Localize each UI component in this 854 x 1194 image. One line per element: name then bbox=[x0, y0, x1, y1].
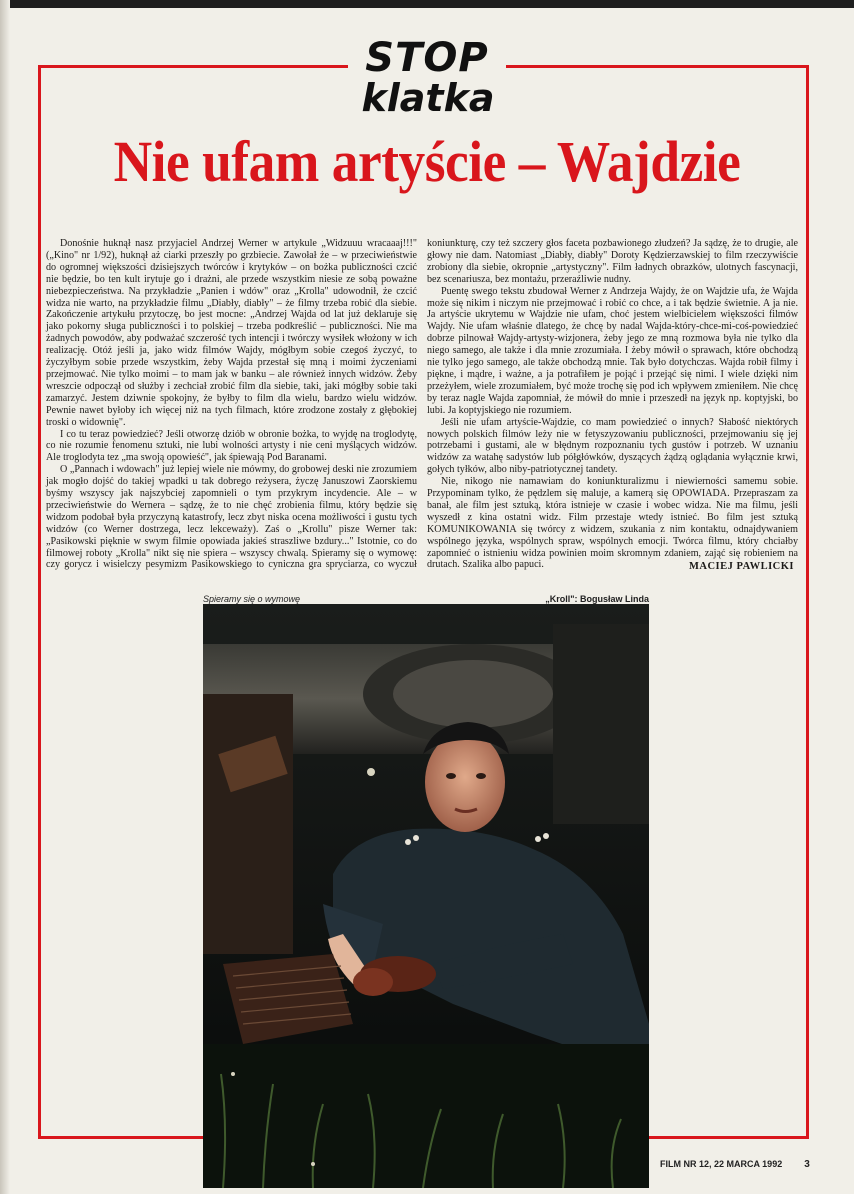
article-paragraph: Jeśli nie ufam artyście-Wajdzie, co mam powiedzieć o innych? Słabość niektórych nowych polskich filmów leży nie w fetyszyzowaniu publiczności, przejmowaniu się jej potrzebami i gustami, ale w błędnym rozpoznaniu tych gustów i potrzeb. W uznaniu widzów za watahę sadystów lub półgłówków, dyszących żądzą oglądania wyłącznie krwi, gołych tyłków, albo niby-patriotycznej tandety. bbox=[427, 416, 798, 476]
film-still-illustration bbox=[203, 604, 649, 1188]
page-footer bbox=[660, 1159, 810, 1170]
article-body bbox=[46, 238, 798, 576]
article-paragraph: Puentę swego tekstu zbudował Werner z Andrzeja Wajdy, że on Wajdzie ufa, że Wajda może się nikim i niczym nie przejmować i robić co chce, a i tak będzie świetnie. A ja nie. Ja artyście ukrytemu w Wajdzie nie ufam, choć jestem wielbicielem większości filmów Wajdy. Nie ufam właśnie dlatego, że chcę by nadal Wajda-który-chce-mi-coś-powiedzieć dobrze pilnował Wajdy-artysty-wizjonera, żeby jego ze mną rozmowa była nie tylko dla niego samego, ale także i dla mnie zrozumiała. I żeby mówił o sprawach, które obchodzą nie tylko jego samego, ale także obchodzą mnie. Tak było dotychczas. Wajda robił filmy i piękne, i mądre, i ważne, a ja potrafiłem je pojąć i przejąć się nimi. I wiele dzięki nim przeżyłem, wiele zrozumiałem, być może trochę się pod ich wpływem zmieniłem. Nie chcę by teraz nagle Wajda zapomniał, że mówił do mnie i przeszedł na język np. koptyjski, bo lubi. Ja koptyjskiego nie rozumiem. bbox=[427, 285, 798, 416]
film-still-photo bbox=[203, 604, 649, 1188]
article-paragraph: I co tu teraz powiedzieć? Jeśli otworzę dziób w obronie bożka, to wyjdę na troglodytę, co nie rozumie fenomenu sztuki, nie lubi wolności artysty i nie ceni myślących widzów. Ale troglodyta tez „ma swoją opowieść", jak śpiewają Pod Baranami. bbox=[46, 428, 417, 464]
binding-shadow bbox=[0, 0, 10, 1194]
section-logo-klatka: klatka bbox=[361, 76, 495, 120]
page-number: 3 bbox=[804, 1159, 810, 1170]
article-paragraph: Donośnie huknął nasz przyjaciel Andrzej Werner w artykule „Widzuuu wracaaaj!!!" („Kino" nr 1/92), huknął aż ciarki przeszły po grzbiecie. Zawołał że – w przeciwieństwie do ogromnej większości dzisiejszych twórców i krytyków – on bożka publiczności czcić nie będzie, bo ten kult irytuje go i drażni, ale przede wszystkim niesie ze sobą poważne niebezpieczeństwa. Na przykładzie „Panien i wdów" oraz „Krolla" udowodnił, że czcić widza nie warto, na przykładzie filmu „Diabły, diabły" – że filmy trzeba robić dla siebie. Zakończenie artykułu przytoczę, bo jest mocne: „Andrzej Wajda od lat już deklaruje się jako pokorny sługa publiczności i to polskiej – trzeba podkreślić – publiczności. Nie ma żadnych powodów, aby podważać szczerość tych intencji i twórczy wysiłek włożony w ich realizację. Otóż jeśli ja, jako widz filmów Wajdy, mógłbym sobie czegoś życzyć, to życzyłbym sobie przede wszystkim, żeby Wajda przestał się mną i moimi życzeniami przejmować. Nie tylko moimi – to mam jak w banku – ale również innych widzów. Żeby wreszcie odpoczął od służby i zechciał zrobić film dla siebie, taki, jaki mógłby sobie taki zamarzyć. Jestem dziwnie spokojny, że byłby to film dla wielu, bardzo wielu widzów. Pewnie nawet byłoby ich więcej niż na tych filmach, które zrodzone zostały z głębokiej troski o widownię". bbox=[46, 238, 417, 428]
issue-label: FILM NR 12, 22 MARCA 1992 bbox=[660, 1159, 783, 1169]
section-logo-stop: STOP bbox=[365, 35, 489, 81]
article-paragraph: O „Pannach i wdowach" już lepiej wiele nie mówmy, do grobowej deski nie zrozumiem jak mogło dojść do takiej wpadki u tak dobrego reżysera, życzę Januszowi Zaorskiemu byśmy wszyscy jak najszybciej zapomnieli o tym przykrym incydencie. Ale – w przeciwieństwie do Wernera – sądzę, że to nie chęć zrobienia filmu, który będzie się widzom podobał była przyczyną katastrofy, lecz zbyt niska ocena możliwości i gustu tych widzów (co Werner dostrzega, lecz lekceważy). Zaś o „Krollu" pisze Werner tak: „Pasikowski pięknie w swym filmie opowiada jakieś straszliwe bzdury..." Istotnie, co do filmowej roboty „Krolla" nikt się nie spiera – wszyscy chwalą. Spieramy się o wymowę: czy gorycz i wisielczy pesymizm Pasikowskiego to cyniczna gra spryciarza, co wyczuł koniunkturę, czy też szczery głos faceta pozbawionego złudzeń? Ja sądzę, że to drugie, ale głowy nie dam. Natomiast „Diabły, diabły" Doroty Kędzierzawskiej to film rzeczywiście zrobiony dla siebie, okropnie „artystyczny". Film ładnych obrazków, ulotnych fascynacji, bez scenariusza, bez montażu, przeraźliwie nudny. bbox=[46, 238, 798, 571]
article-headline: Nie ufam artyście – Wajdzie bbox=[113, 129, 741, 194]
author-byline: MACIEJ PAWLICKI bbox=[688, 561, 794, 572]
article-paragraph: Nie, nikogo nie namawiam do koniunkturalizmu i niewierności samemu sobie. Przypominam tylko, że pędzlem się maluje, a kamerą się OPOWIADA. Przepraszam za banał, ale film jest sztuką, która istnieje w czasie i wobec widza. Nie ma filmu, jeśli wyszedł z kina ostatni widz. Film przestaje wtedy istnieć. Bo film jest sztuką KOMUNIKOWANIA się twórcy z widzem, szukania z nim kontaktu, odnajdywaniem wspólnego języka, wspólnych spraw, wspólnych emocji. Twórca filmu, który chciałby zapomnieć o istnieniu widza powinien moim skromnym zdaniem, zająć się robieniem na drutach. Szalika albo papuci. bbox=[427, 476, 798, 571]
top-page-edge bbox=[0, 0, 854, 8]
photo-caption-left: Spieramy się o wymowę bbox=[203, 594, 301, 604]
photo-caption-right: „Kroll": Bogusław Linda bbox=[545, 594, 649, 604]
